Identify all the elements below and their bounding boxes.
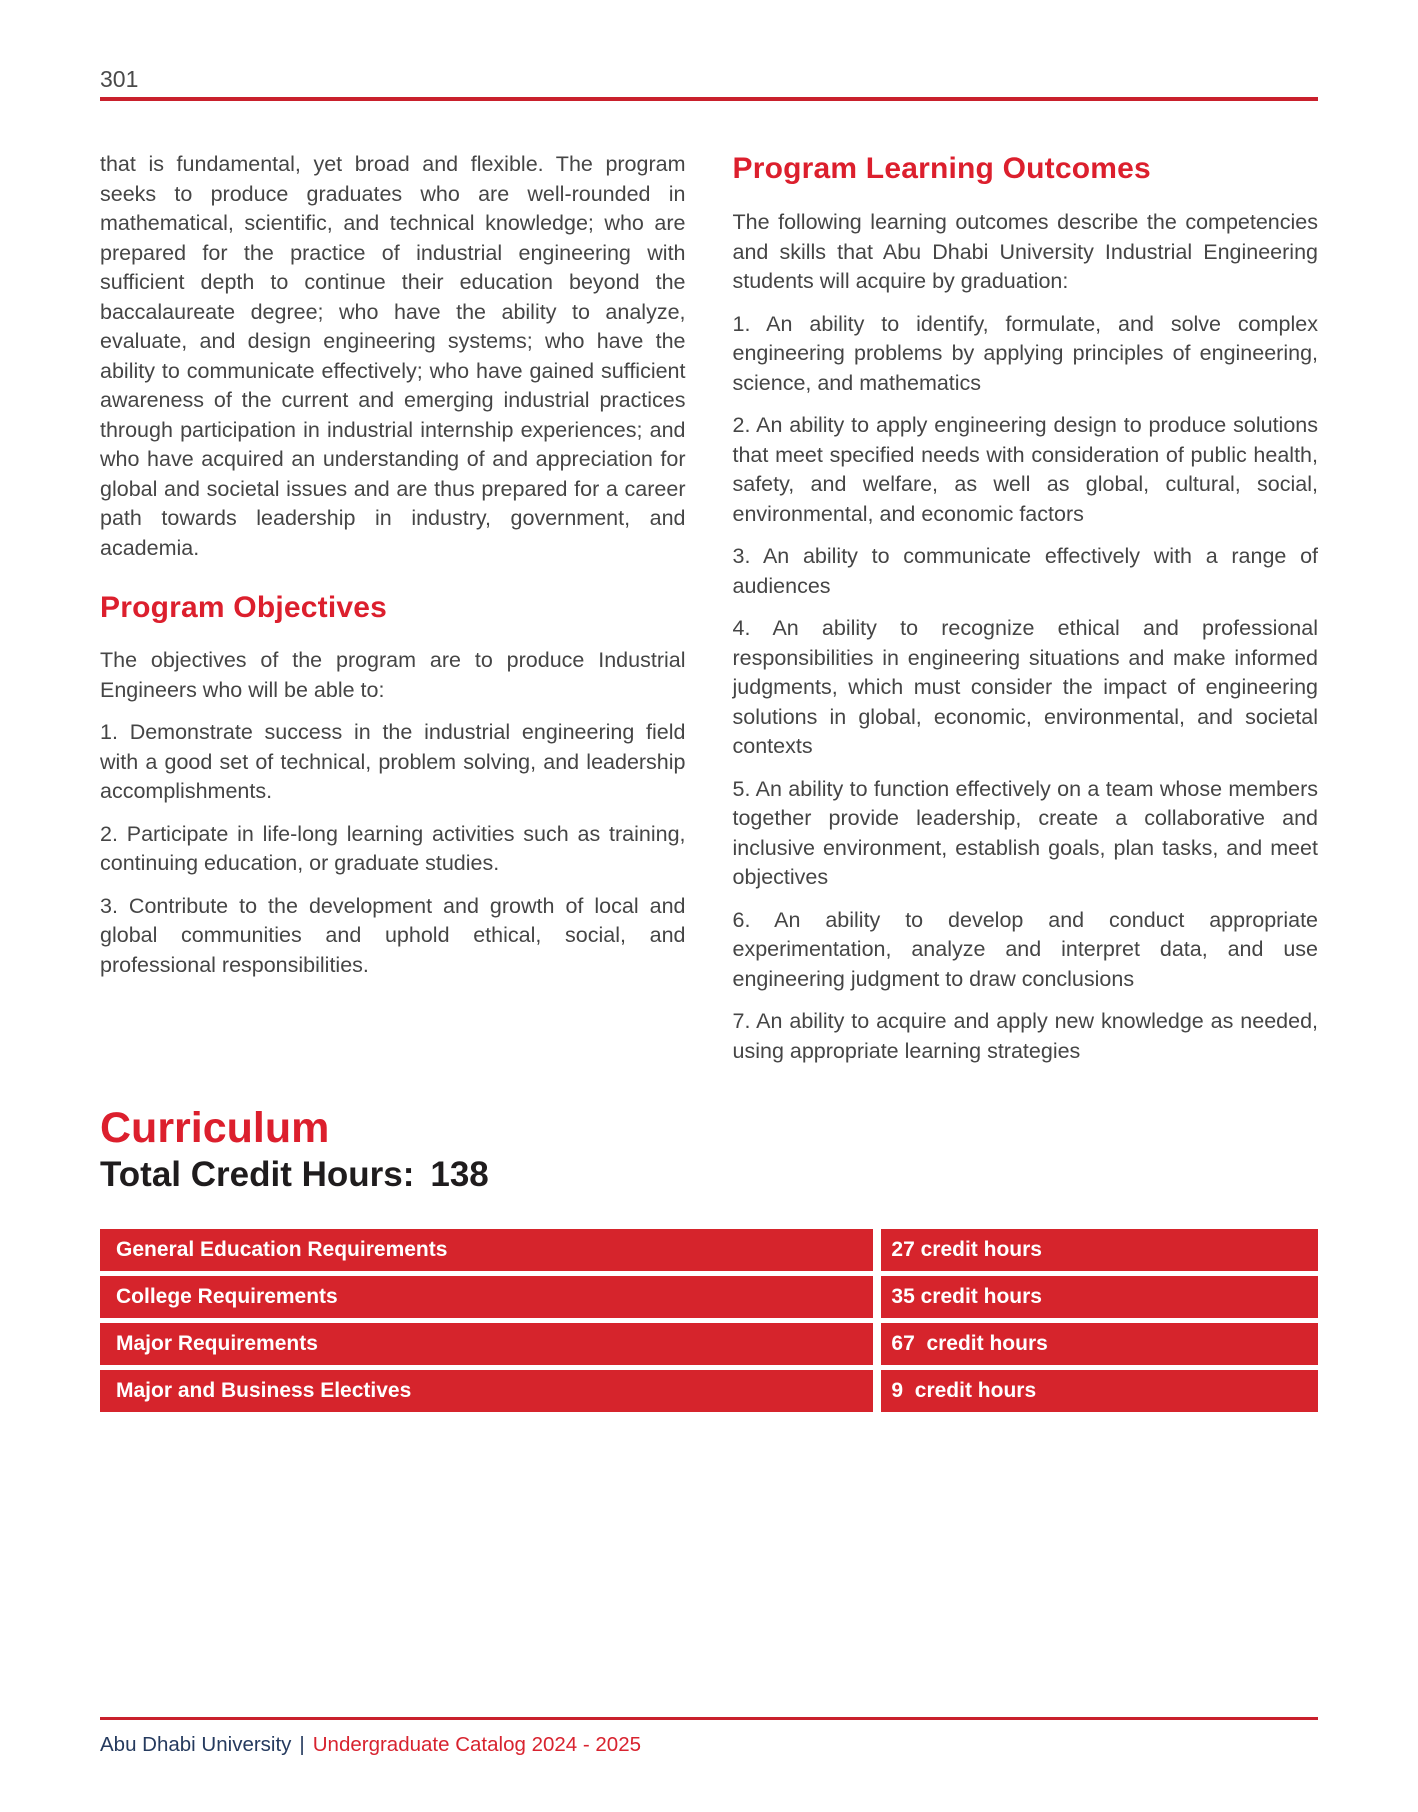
requirement-value-cell: 67 credit hours	[881, 1323, 1318, 1365]
outcomes-lead: The following learning outcomes describe the competencies and skills that Abu Dhabi University Industrial Engineering students will acquire by graduation:	[732, 210, 1318, 293]
objectives-lead: The objectives of the program are to produce Industrial Engineers who will be able to:	[100, 648, 686, 702]
objective-item-1: 1. Demonstrate success in the industrial engineering field with a good set of technical, problem solving, and leadership accomplishments.	[100, 720, 686, 803]
footer-rule	[100, 1717, 1318, 1720]
requirement-value-cell: 27 credit hours	[881, 1229, 1318, 1271]
left-column	[100, 150, 686, 1066]
footer-university: Abu Dhabi University	[100, 1733, 292, 1756]
outcome-item-5: 5. An ability to function effectively on a team whose members together provide leadership, create a collaborative and inclusive environment, establish goals, plan tasks, and meet objectives	[732, 776, 1318, 889]
outcome-item-3: 3. An ability to communicate effectively with a range of audiences	[732, 544, 1318, 598]
table-row	[100, 1323, 1318, 1365]
requirement-value-cell: 9 credit hours	[881, 1370, 1318, 1412]
table-row	[100, 1370, 1318, 1412]
requirement-label-cell: Major and Business Electives	[100, 1370, 873, 1412]
total-credit-hours-value: 138	[430, 1155, 489, 1194]
header-rule	[100, 97, 1318, 101]
outcome-item-4: 4. An ability to recognize ethical and professional responsibilities in engineering situations and make informed judgments, which must consider the impact of engineering solutions in global, economic, environmental, and societal contexts	[732, 616, 1318, 758]
total-credit-hours	[100, 1153, 1318, 1197]
footer-separator: |	[299, 1733, 305, 1756]
program-learning-outcomes-heading: Program Learning Outcomes	[732, 152, 1151, 185]
table-row	[100, 1276, 1318, 1318]
program-description-paragraph: that is fundamental, yet broad and flexible. The program seeks to produce graduates who are well-rounded in mathematical, scientific, and technical knowledge; who are prepared for the practice of industrial engineering with sufficient depth to continue their education beyond the baccalaureate degree; who have the ability to analyze, evaluate, and design engineering systems; who have the ability to communicate effectively; who have gained sufficient awareness of the current and emerging industrial practices through participation in industrial internship experiences; and who have acquired an understanding of and appreciation for global and societal issues and are thus prepared for a career path towards leadership in industry, government, and academia.	[100, 152, 686, 560]
requirement-value-cell: 35 credit hours	[881, 1276, 1318, 1318]
page-header	[100, 64, 1318, 101]
page-footer	[100, 1717, 1318, 1758]
page-number: 301	[100, 66, 139, 92]
right-column	[733, 150, 1319, 1066]
total-credit-hours-label: Total Credit Hours:	[100, 1155, 415, 1194]
footer-catalog: Undergraduate Catalog 2024 - 2025	[312, 1733, 641, 1756]
requirement-label-cell: Major Requirements	[100, 1323, 873, 1365]
outcome-item-1: 1. An ability to identify, formulate, and solve complex engineering problems by applying principles of engineering, science, and mathematics	[732, 311, 1318, 395]
two-column-body	[100, 150, 1318, 1066]
outcome-item-2: 2. An ability to apply engineering design to produce solutions that meet specified needs with consideration of public health, safety, and welfare, as well as global, cultural, social, environmental, and economic factors	[732, 413, 1318, 526]
table-row	[100, 1229, 1318, 1271]
requirement-label-cell: College Requirements	[100, 1276, 873, 1318]
objective-item-3: 3. Contribute to the development and growth of local and global communities and uphold ethical, social, and professional responsibilities.	[100, 893, 686, 977]
outcome-item-6: 6. An ability to develop and conduct appropriate experimentation, analyze and interpret data, and use engineering judgment to draw conclusions	[732, 907, 1318, 991]
requirement-label-cell: General Education Requirements	[100, 1229, 873, 1271]
objective-item-2: 2. Participate in life-long learning activities such as training, continuing education, or graduate studies.	[100, 821, 686, 875]
outcome-item-7: 7. An ability to acquire and apply new knowledge as needed, using appropriate learning strategies	[732, 1009, 1318, 1063]
requirements-table	[100, 1229, 1318, 1412]
footer-text	[100, 1732, 1318, 1758]
curriculum-heading: Curriculum	[100, 1104, 330, 1152]
program-objectives-heading: Program Objectives	[100, 591, 388, 624]
curriculum-section	[100, 1103, 1318, 1412]
